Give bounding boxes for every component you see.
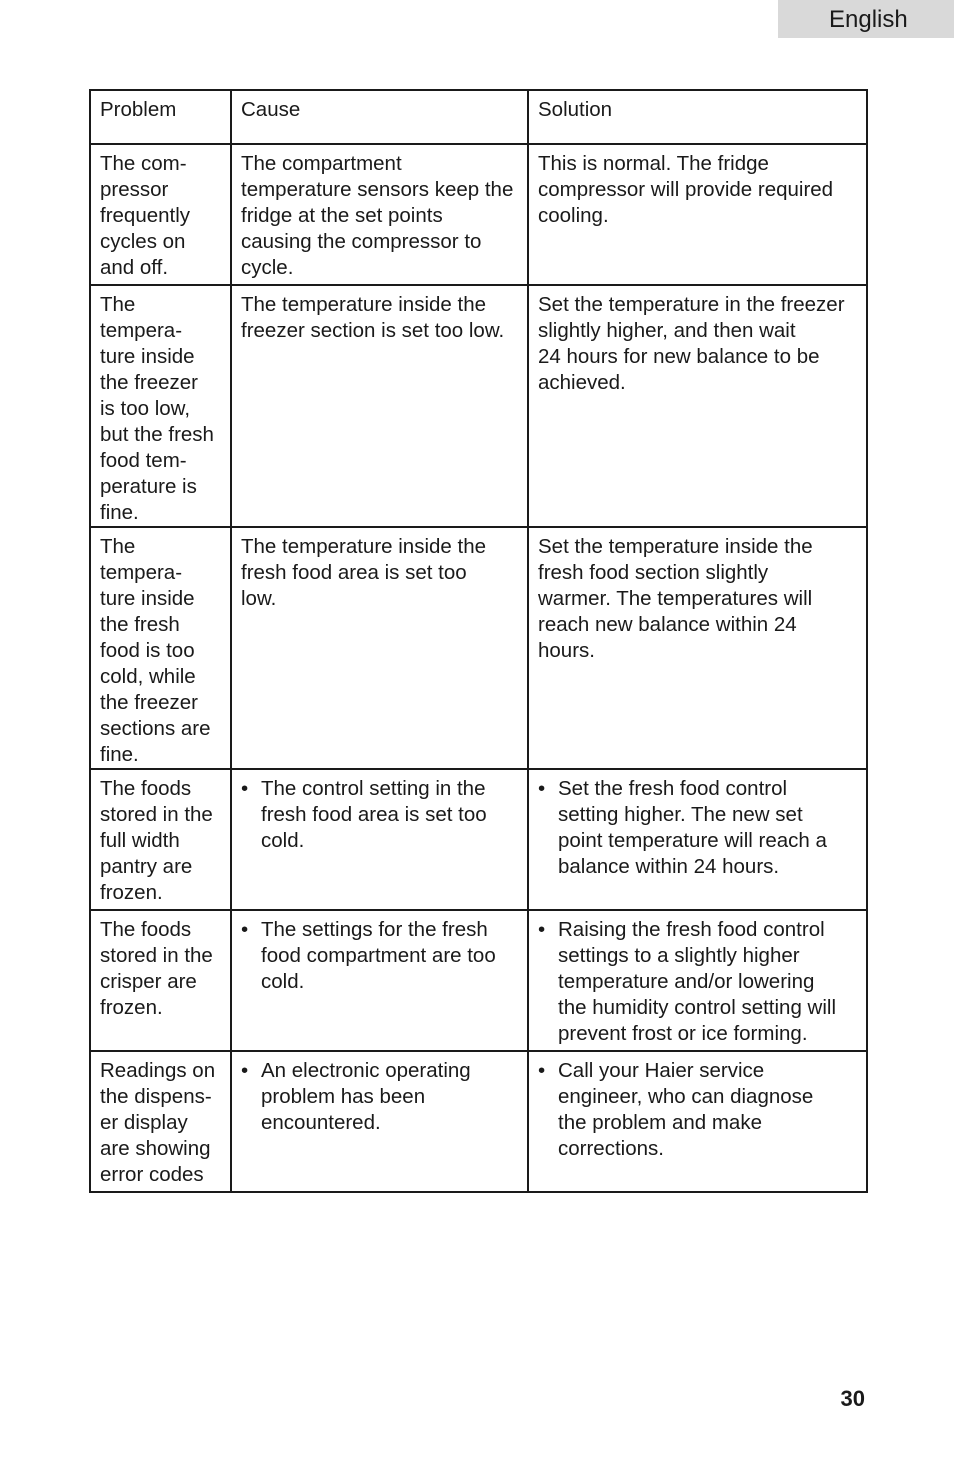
table-row	[90, 910, 867, 1051]
language-tab	[778, 0, 954, 38]
cause-cell: The temperature inside the freezer section is set too low.	[231, 285, 528, 527]
header-solution: Solution	[528, 90, 867, 144]
problem-cell: The foods stored in the crisper are frozen.	[90, 910, 231, 1051]
solution-bullet: • Raising the fresh food control settings to a slightly higher temperature and/or lowering the humidity control setting will prevent frost or ice forming.	[538, 917, 858, 1047]
problem-cell: The foods stored in the full width pantry are frozen.	[90, 769, 231, 910]
header-problem: Problem	[90, 90, 231, 144]
solution-cell: Set the temperature inside the fresh food section slightly warmer. The temperatures will reach new balance within 24 hours.	[528, 527, 867, 769]
solution-cell	[528, 910, 867, 1051]
cause-cell: The compartment temperature sensors keep the fridge at the set points causing the compressor to cycle.	[231, 144, 528, 285]
solution-bullet: • Call your Haier service engineer, who can diagnose the problem and make corrections.	[538, 1058, 858, 1162]
cause-cell	[231, 910, 528, 1051]
cause-bullet: • An electronic operating problem has been encountered.	[241, 1058, 519, 1136]
page-number: 30	[840, 1386, 865, 1411]
problem-cell: Readings on the dispens- er display are showing error codes	[90, 1051, 231, 1192]
cause-cell	[231, 1051, 528, 1192]
cause-cell: The temperature inside the fresh food area is set too low.	[231, 527, 528, 769]
table-row	[90, 527, 867, 769]
header-cause: Cause	[231, 90, 528, 144]
problem-cell: The tempera- ture inside the freezer is too low, but the fresh food tem- perature is fine.	[90, 285, 231, 527]
cause-bullet: • The control setting in the fresh food area is set too cold.	[241, 776, 519, 854]
table-header-row	[90, 90, 867, 144]
troubleshooting-table	[89, 89, 868, 1193]
solution-cell: This is normal. The fridge compressor will provide required cooling.	[528, 144, 867, 285]
problem-cell: The com- pressor frequently cycles on and off.	[90, 144, 231, 285]
table-row	[90, 1051, 867, 1192]
table-row	[90, 144, 867, 285]
solution-cell: Set the temperature in the freezer slightly higher, and then wait 24 hours for new balance to be achieved.	[528, 285, 867, 527]
problem-cell: The tempera- ture inside the fresh food is too cold, while the freezer sections are fine.	[90, 527, 231, 769]
cause-bullet: • The settings for the fresh food compartment are too cold.	[241, 917, 519, 995]
language-label: English	[829, 6, 908, 33]
solution-cell	[528, 1051, 867, 1192]
table-row	[90, 285, 867, 527]
cause-cell	[231, 769, 528, 910]
table-row	[90, 769, 867, 910]
solution-bullet: • Set the fresh food control setting higher. The new set point temperature will reach a balance within 24 hours.	[538, 776, 858, 880]
solution-cell	[528, 769, 867, 910]
